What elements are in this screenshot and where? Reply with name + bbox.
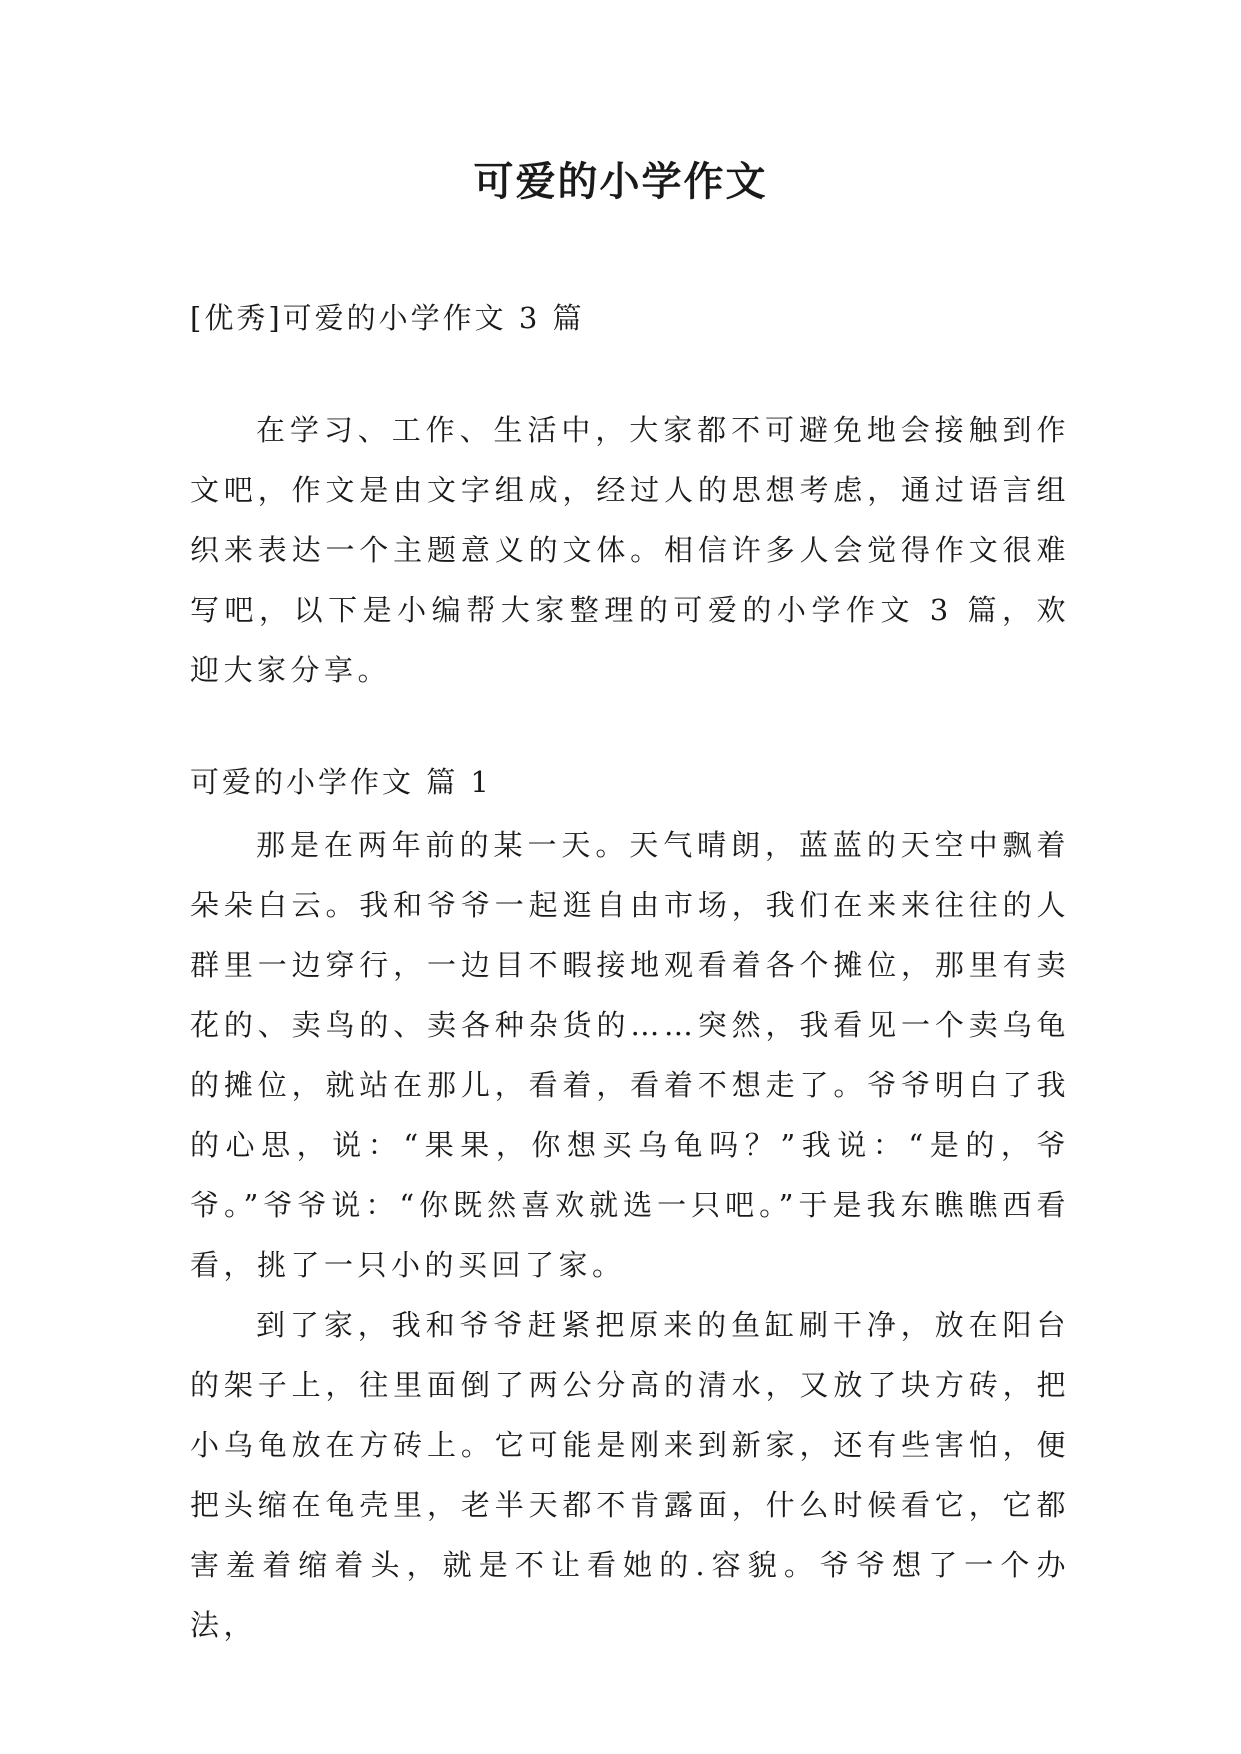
- intro-paragraph: 在学习、工作、生活中，大家都不可避免地会接触到作文吧，作文是由文字组成，经过人的思想考虑，通过语言组织来表达一个主题意义的文体。相信许多人会觉得作文很难写吧，以下是小编帮大家整理的可爱的小学作文 3 篇，欢迎大家分享。: [190, 413, 1070, 687]
- document-subtitle: [优秀]可爱的小学作文 3 篇: [190, 301, 585, 335]
- document-title: 可爱的小学作文: [473, 158, 768, 205]
- body-paragraph: 到了家，我和爷爷赶紧把原来的鱼缸刷干净，放在阳台的架子上，往里面倒了两公分高的清水，又放了块方砖，把小乌龟放在方砖上。它可能是刚来到新家，还有些害怕，便把头缩在龟壳里，老半天都不肯露面，什么时候看它，它都害羞着缩着头，就是不让看她的.容貌。爷爷想了一个办法，: [190, 1308, 1070, 1642]
- section-heading: 可爱的小学作文 篇 1: [190, 765, 492, 799]
- body-paragraph: 那是在两年前的某一天。天气晴朗，蓝蓝的天空中飘着朵朵白云。我和爷爷一起逛自由市场，我们在来来往往的人群里一边穿行，一边目不暇接地观看着各个摊位，那里有卖花的、卖鸟的、卖各种杂货的……突然，我看见一个卖乌龟的摊位，就站在那儿，看着，看着不想走了。爷爷明白了我的心思，说：“果果，你想买乌龟吗？”我说：“是的，爷爷。”爷爷说：“你既然喜欢就选一只吧。”于是我东瞧瞧西看看，挑了一只小的买回了家。: [190, 828, 1070, 1282]
